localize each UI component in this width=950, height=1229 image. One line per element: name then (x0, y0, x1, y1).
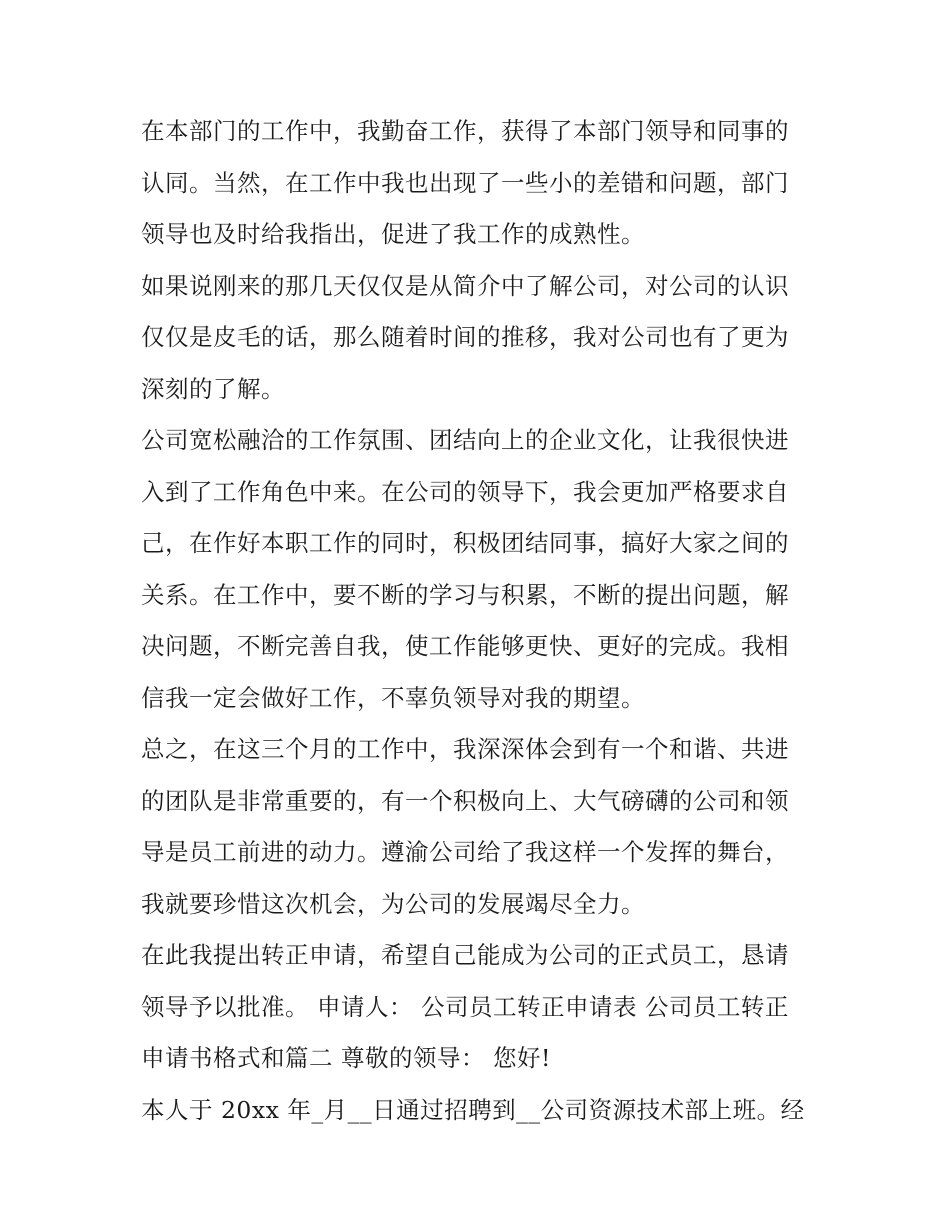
text-line: 深刻的了解。 (141, 374, 285, 403)
text-line: 申请书格式和篇二 尊敬的领导： 您好! (141, 1044, 551, 1072)
text-line: 认同。当然，在工作中我也出现了一些小的差错和问题，部门 (141, 168, 789, 197)
text-line: 在此我提出转正申请，希望自己能成为公司的正式员工，恳请 (141, 941, 789, 969)
text-line: 入到了工作角色中来。在公司的领导下，我会更加严格要求自 (141, 477, 789, 506)
text-line: 如果说刚来的那几天仅仅是从简介中了解公司，对公司的认识 (141, 271, 789, 300)
text-line: 决问题，不断完善自我，使工作能够更快、更好的完成。我相 (141, 632, 789, 660)
text-line: 领导也及时给我指出，促进了我工作的成熟性。 (141, 220, 645, 248)
text-line: 我就要珍惜这次机会，为公司的发展竭尽全力。 (141, 889, 645, 918)
text-line: 关系。在工作中，要不断的学习与积累，不断的提出问题，解 (141, 580, 789, 609)
text-line: 在本部门的工作中，我勤奋工作，获得了本部门领导和同事的 (141, 117, 789, 145)
text-line: 导是员工前进的动力。遵渝公司给了我这样一个发挥的舞台， (141, 838, 789, 866)
text-line: 己，在作好本职工作的同时，积极团结同事，搞好大家之间的 (141, 529, 789, 557)
text-line: 公司宽松融洽的工作氛围、团结向上的企业文化，让我很快进 (141, 426, 789, 454)
text-line: 领导予以批准。 申请人： 公司员工转正申请表 公司员工转正 (141, 992, 789, 1021)
text-line: 总之，在这三个月的工作中，我深深体会到有一个和谐、共进 (141, 735, 789, 763)
text-line: 的团队是非常重要的，有一个积极向上、大气磅礴的公司和领 (141, 786, 789, 815)
text-line: 仅仅是皮毛的话，那么随着时间的推移，我对公司也有了更为 (141, 323, 789, 351)
document-body (141, 106, 821, 1136)
text-line: 信我一定会做好工作，不辜负领导对我的期望。 (141, 683, 645, 712)
text-line: 本人于 20xx 年_月__日通过招聘到__公司资源技术部上班。经 (141, 1095, 805, 1124)
